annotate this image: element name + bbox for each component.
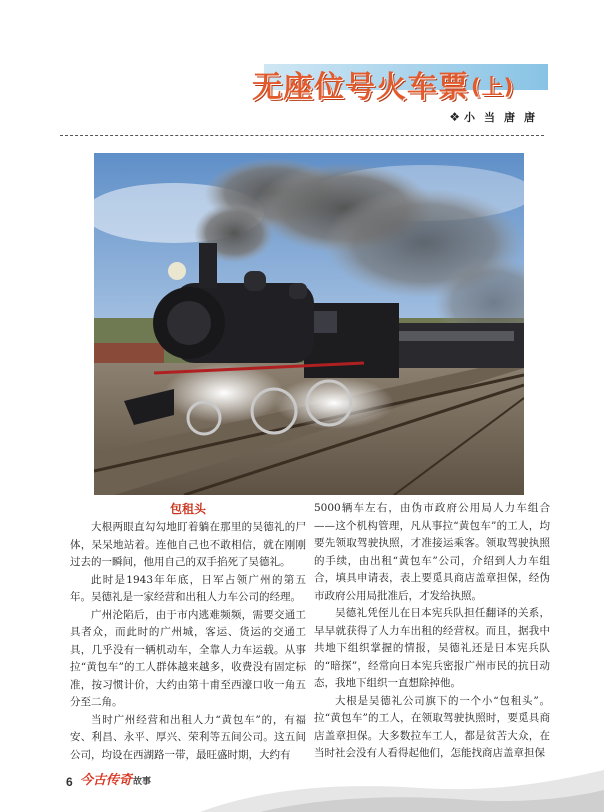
photo-illustration [94, 153, 524, 495]
section-title: 包租头 [169, 502, 206, 516]
article-column-2 [314, 500, 550, 763]
logo-subtext: 故事 [133, 777, 152, 787]
magazine-logo [80, 769, 151, 788]
paragraph: 吴德礼凭侄儿在日本宪兵队担任翻译的关系，早早就获得了人力车出租的经营权。而且，据我中共地下组织掌握的情报，吴德礼还是日本宪兵队的“暗探”，经常向日本宪兵密报广州市民的抗日动态，我地下组织一直想除掉他。 [314, 607, 550, 689]
paragraph: 5000辆车左右，由伪市政府公用局人力车组合——这个机构管理，凡从事拉“黄包车”的工人，均要先领取驾驶执照，才准接运乘客。领取驾驶执照的手续，由出租“黄包车”公司，介绍到人力车组合，填具申请表，表上要觅具商店盖章担保，经伪市政府公用局批准后，才发给执照。 [314, 502, 550, 602]
author-byline [449, 109, 544, 125]
dashed-divider [60, 135, 544, 136]
logo-text: 今古传奇 [80, 773, 133, 788]
steam-locomotive-photo [94, 153, 524, 495]
page-title [252, 62, 514, 106]
page-number: 6 [66, 775, 73, 789]
ornament-icon: ❖ [449, 110, 460, 124]
title-text: 无座位号火车票 [252, 70, 469, 105]
article-column-1 [70, 500, 306, 764]
title-part: (上) [471, 75, 515, 99]
title-block [246, 58, 558, 105]
paragraph: 此时是1943年年底，日军占领广州的第五年。吴德礼是一家经营和出租人力车公司的经理。 [70, 573, 306, 603]
paragraph: 当时广州经营和出租人力“黄包车”的，有福安、利昌、永平、厚兴、荣利等五间公司。这五间公司，均设在西湖路一带，最旺盛时期，大约有 [70, 713, 306, 761]
paragraph: 大根是吴德礼公司旗下的一个小“包租头”。拉“黄包车”的工人，在领取驾驶执照时，要觅具商店盖章担保。大多数拉车工人，都是贫苦大众，在当时社会没有人看得起他们，怎能找商店盖章担保 [314, 694, 550, 759]
paragraph: 广州沦陷后，由于市内逃难频频，需要交通工具者众，而此时的广州城，客运、货运的交通工具，几乎没有一辆机动车，全靠人力车运载。从事拉“黄包车”的工人群体越来越多，收费没有固定标准，按习惯计价，大约由第十甫至西濠口收一角五分至二角。 [70, 608, 306, 708]
paragraph: 大根两眼直勾勾地盯着躺在那里的吴德礼的尸体，呆呆地站着。连他自己也不敢相信，就在刚刚过去的一瞬间，他用自己的双手掐死了吴德礼。 [70, 521, 306, 568]
author-name: 小当唐唐 [464, 111, 544, 124]
